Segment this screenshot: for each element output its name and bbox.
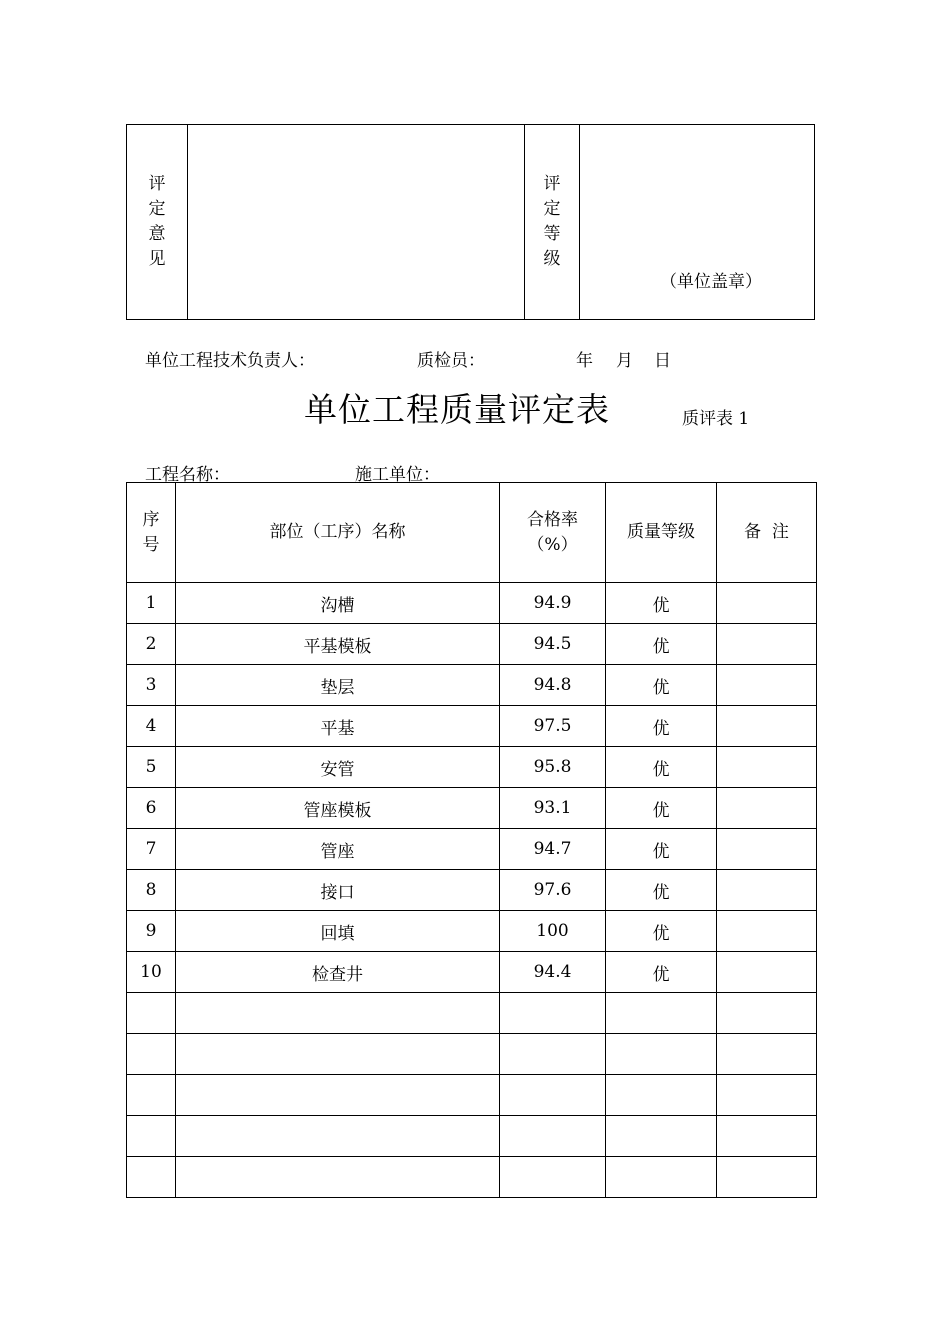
table-row [127,583,817,624]
seal-text: （单位盖章） [660,272,762,292]
cell-part-name[interactable]: 平基模板 [176,624,500,665]
cell-remark[interactable] [717,747,817,788]
header-seq [127,483,176,583]
cell-remark[interactable] [717,952,817,993]
tech-lead-label: 单位工程技术负责人： [145,351,315,371]
cell-pass-rate[interactable]: 97.6 [500,870,606,911]
day-label: 日 [654,351,671,371]
cell-seq[interactable] [127,993,176,1034]
table-row [127,952,817,993]
cell-seq[interactable] [127,1075,176,1116]
cell-remark[interactable] [717,1157,817,1198]
cell-pass-rate[interactable] [500,1157,606,1198]
cell-seq[interactable]: 10 [127,952,176,993]
cell-seq[interactable]: 9 [127,911,176,952]
table-row [127,706,817,747]
table-row [127,1075,817,1116]
cell-pass-rate[interactable]: 94.5 [500,624,606,665]
header-part: 部位（工序）名称 [176,483,500,583]
cell-pass-rate[interactable]: 93.1 [500,788,606,829]
cell-pass-rate[interactable] [500,1034,606,1075]
cell-quality-grade[interactable] [606,1157,717,1198]
contractor-label: 施工单位： [355,465,440,485]
cell-pass-rate[interactable]: 94.4 [500,952,606,993]
cell-quality-grade[interactable] [606,993,717,1034]
header-rate-line: 合格率 [527,509,578,530]
cell-seq[interactable] [127,1116,176,1157]
cell-pass-rate[interactable] [500,1116,606,1157]
table-row [127,665,817,706]
cell-quality-grade[interactable]: 优 [606,706,717,747]
evaluation-box [126,124,815,320]
cell-remark[interactable] [717,829,817,870]
cell-quality-grade[interactable]: 优 [606,952,717,993]
cell-part-name[interactable]: 管座 [176,829,500,870]
cell-seq[interactable] [127,1034,176,1075]
table-row [127,788,817,829]
grade-label-char: 评 [543,174,561,194]
cell-remark[interactable] [717,1075,817,1116]
header-rate-line: （%） [527,534,578,555]
cell-seq[interactable]: 3 [127,665,176,706]
cell-part-name[interactable]: 回填 [176,911,500,952]
cell-remark[interactable] [717,911,817,952]
cell-seq[interactable]: 4 [127,706,176,747]
cell-quality-grade[interactable]: 优 [606,665,717,706]
quality-table [126,482,817,1198]
cell-part-name[interactable]: 沟槽 [176,583,500,624]
cell-seq[interactable]: 7 [127,829,176,870]
cell-quality-grade[interactable]: 优 [606,788,717,829]
year-label: 年 [576,351,593,371]
cell-quality-grade[interactable] [606,1116,717,1157]
grade-label-char: 等 [543,224,561,244]
table-row [127,1116,817,1157]
cell-pass-rate[interactable]: 94.8 [500,665,606,706]
project-name-label: 工程名称： [145,465,230,485]
cell-remark[interactable] [717,624,817,665]
cell-pass-rate[interactable]: 95.8 [500,747,606,788]
cell-quality-grade[interactable] [606,1034,717,1075]
cell-part-name[interactable] [176,1034,500,1075]
cell-pass-rate[interactable] [500,993,606,1034]
cell-quality-grade[interactable]: 优 [606,829,717,870]
opinion-content-cell[interactable] [188,125,525,319]
opinion-label-char: 意 [148,224,166,244]
page-title: 单位工程质量评定表 [304,390,610,429]
header-seq-line: 序 [142,509,160,530]
inspector-label: 质检员： [417,351,485,371]
cell-quality-grade[interactable]: 优 [606,870,717,911]
cell-seq[interactable]: 5 [127,747,176,788]
cell-part-name[interactable]: 平基 [176,706,500,747]
header-grade: 质量等级 [606,483,717,583]
cell-part-name[interactable] [176,1075,500,1116]
cell-quality-grade[interactable]: 优 [606,747,717,788]
table-body [127,583,817,1198]
cell-quality-grade[interactable]: 优 [606,911,717,952]
cell-remark[interactable] [717,993,817,1034]
header-seq-line: 号 [142,534,160,555]
table-row [127,911,817,952]
grade-label-char: 级 [543,249,561,269]
table-row [127,870,817,911]
cell-seq[interactable]: 1 [127,583,176,624]
grade-label-cell [525,125,580,319]
opinion-label-char: 评 [148,174,166,194]
cell-part-name[interactable] [176,993,500,1034]
table-header-row [127,483,817,583]
cell-pass-rate[interactable]: 94.9 [500,583,606,624]
cell-remark[interactable] [717,870,817,911]
cell-part-name[interactable]: 检查井 [176,952,500,993]
cell-remark[interactable] [717,665,817,706]
cell-quality-grade[interactable] [606,1075,717,1116]
table-row [127,1157,817,1198]
table-row [127,829,817,870]
cell-quality-grade[interactable]: 优 [606,583,717,624]
cell-part-name[interactable]: 垫层 [176,665,500,706]
opinion-label-cell [127,125,188,319]
cell-part-name[interactable] [176,1157,500,1198]
opinion-label-char: 定 [148,199,166,219]
cell-seq[interactable]: 2 [127,624,176,665]
cell-remark[interactable] [717,583,817,624]
cell-remark[interactable] [717,1034,817,1075]
month-label: 月 [616,351,633,371]
header-remark: 备 注 [717,483,817,583]
grade-content-cell[interactable] [580,125,814,319]
table-row [127,624,817,665]
cell-pass-rate[interactable]: 97.5 [500,706,606,747]
table-row [127,747,817,788]
cell-pass-rate[interactable]: 94.7 [500,829,606,870]
cell-part-name[interactable]: 接口 [176,870,500,911]
header-rate [500,483,606,583]
cell-seq[interactable]: 8 [127,870,176,911]
cell-remark[interactable] [717,706,817,747]
cell-quality-grade[interactable]: 优 [606,624,717,665]
cell-remark[interactable] [717,788,817,829]
table-row [127,1034,817,1075]
grade-label-char: 定 [543,199,561,219]
cell-seq[interactable]: 6 [127,788,176,829]
opinion-label-char: 见 [148,249,166,269]
form-number: 质评表 1 [682,409,750,429]
cell-pass-rate[interactable] [500,1075,606,1116]
cell-part-name[interactable] [176,1116,500,1157]
cell-part-name[interactable]: 安管 [176,747,500,788]
table-row [127,993,817,1034]
cell-part-name[interactable]: 管座模板 [176,788,500,829]
cell-pass-rate[interactable]: 100 [500,911,606,952]
cell-remark[interactable] [717,1116,817,1157]
cell-seq[interactable] [127,1157,176,1198]
